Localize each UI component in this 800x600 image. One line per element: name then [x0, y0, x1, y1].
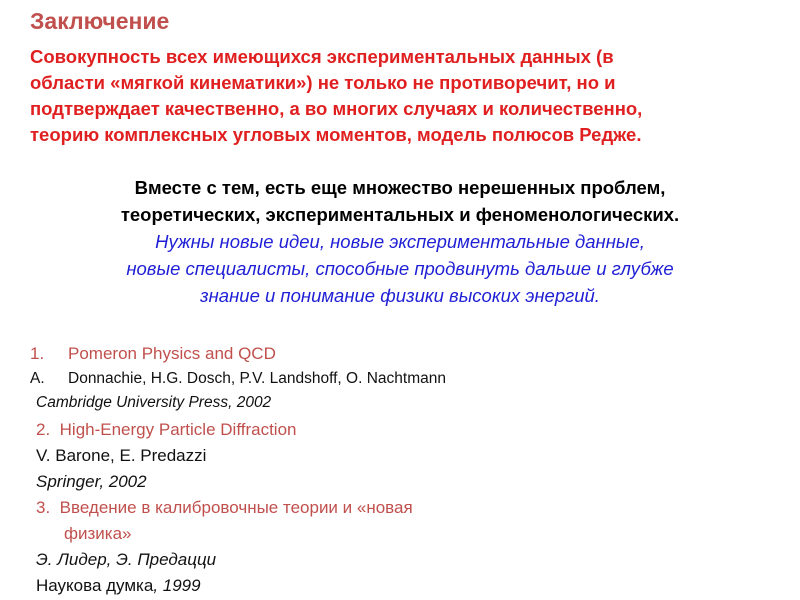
unsolved-problems-paragraph — [0, 174, 800, 228]
reference-3-title-part-1: Введение в калибровочные теории и «новая — [59, 498, 413, 517]
slide-title: Заключение — [30, 8, 170, 34]
ideas-line: новые специалисты, способные продвинуть дальше и глубже — [126, 258, 674, 279]
reference-2-publisher: Springer, 2002 — [36, 472, 147, 491]
reference-3-year: , 1999 — [153, 576, 201, 595]
problems-line: Вместе с тем, есть еще множество нерешенных проблем, — [134, 177, 666, 198]
reference-3-title-part-2: физика» — [64, 524, 132, 543]
conclusion-line: Совокупность всех имеющихся экспериментальных данных (в — [30, 46, 614, 67]
reference-3-number: 3. — [36, 498, 51, 517]
conclusion-line: области «мягкой кинематики») не только не противоречит, но и — [30, 72, 616, 93]
conclusion-line: теорию комплексных угловых моментов, модель полюсов Редже. — [30, 124, 642, 145]
reference-1-authors-marker: A. — [30, 370, 45, 387]
conclusion-paragraph — [30, 44, 780, 148]
reference-2-title: High-Energy Particle Diffraction — [59, 420, 297, 439]
reference-3-authors: Э. Лидер, Э. Предацци — [36, 550, 217, 569]
reference-1-number: 1. — [30, 344, 45, 363]
reference-1-publisher: Cambridge University Press, 2002 — [36, 394, 272, 411]
reference-1-title: Pomeron Physics and QCD — [68, 344, 276, 363]
ideas-line: Нужны новые идеи, новые экспериментальные данные, — [155, 231, 645, 252]
reference-2-title-line — [36, 420, 296, 440]
reference-1-authors-line — [30, 370, 446, 388]
conclusion-line: подтверждает качественно, а во многих случаях и количественно, — [30, 98, 643, 119]
reference-3-publisher: Наукова думка — [36, 576, 154, 595]
reference-2-number: 2. — [36, 420, 51, 439]
ideas-line: знание и понимание физики высоких энергий. — [200, 285, 600, 306]
problems-line: теоретических, экспериментальных и феноменологических. — [120, 204, 680, 225]
reference-3-publisher-line — [36, 576, 201, 596]
reference-3-title-line — [36, 498, 413, 518]
reference-1-authors: Donnachie, H.G. Dosch, P.V. Landshoff, O. Nachtmann — [68, 370, 446, 387]
reference-2-authors: V. Barone, E. Predazzi — [36, 446, 207, 465]
reference-1-title-line — [30, 344, 276, 364]
new-ideas-paragraph — [0, 228, 800, 309]
